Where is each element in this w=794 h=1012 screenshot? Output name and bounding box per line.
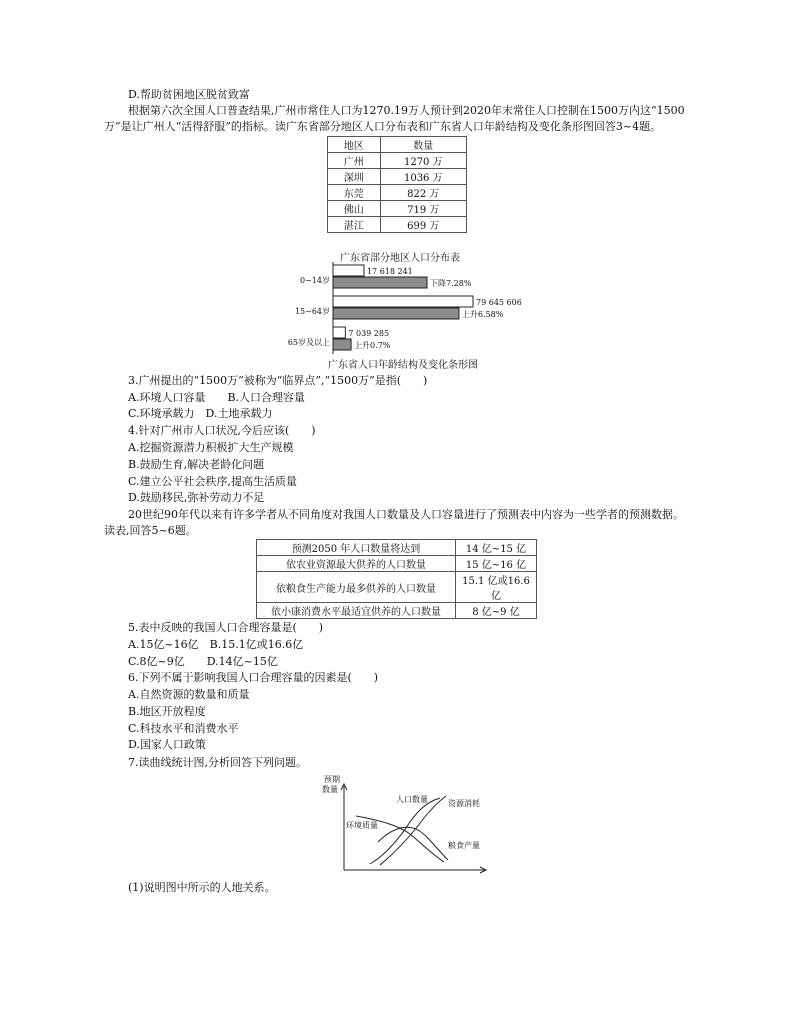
value-label: 79 645 606	[476, 298, 522, 307]
table-cell: 8 亿~9 亿	[456, 603, 537, 619]
change-label: 上升6.58%	[461, 310, 504, 319]
table-cell: 15 亿~16 亿	[456, 556, 537, 572]
change-label: 上升0.7%	[354, 341, 391, 350]
question-4-option-c: C.建立公平社会秩序,提高生活质量	[128, 475, 298, 488]
resource-consumption-curve	[380, 796, 446, 865]
question-6-option-c: C.科技水平和消费水平	[128, 722, 239, 735]
change-label: 下降7.28%	[430, 279, 472, 288]
table-row	[257, 556, 537, 572]
option-d-text: D.帮助贫困地区脱贫致富	[128, 88, 250, 101]
table-row	[328, 217, 467, 233]
table-cell: 1036 万	[380, 169, 466, 185]
curve-label-environment: 环境质量	[346, 821, 378, 830]
table-cell: 东莞	[328, 185, 381, 201]
table-cell: 依粮食生产能力最多供养的人口数量	[257, 572, 456, 603]
population-bar	[333, 265, 364, 276]
category-label: 0~14岁	[300, 276, 330, 285]
question-5: 5.表中反映的我国人口合理容量是( )	[128, 621, 324, 634]
question-6-option-d: D.国家人口政策	[128, 738, 206, 751]
table-cell: 1270 万	[380, 153, 466, 169]
table-header-cell: 数量	[380, 137, 466, 153]
table-cell: 深圳	[328, 169, 381, 185]
question-5-options-cd: C.8亿~9亿 D.14亿~15亿	[128, 655, 278, 668]
question-4-option-b: B.鼓励生育,解决老龄化问题	[128, 458, 265, 471]
question-3-options-cd: C.环境承载力 D.土地承载力	[128, 407, 273, 420]
table-row	[328, 201, 467, 217]
y-axis-label-2: 数量	[322, 785, 338, 794]
question-4-option-d: D.鼓励移民,弥补劳动力不足	[128, 491, 265, 504]
population-table	[327, 136, 467, 233]
question-6: 6.下列不属于影响我国人口合理容量的因素是( )	[128, 671, 379, 684]
category-label: 15~64岁	[294, 307, 330, 316]
question-4-option-a: A.挖掘资源潜力积极扩大生产规模	[128, 441, 294, 454]
curve-label-food: 粮食产量	[448, 841, 480, 850]
value-label: 17 618 241	[366, 267, 413, 276]
passage-line: 根据第六次全国人口普查结果,广州市常住人口为1270.19万人预计到2020年末常住人口控制在1500万内这“1500	[128, 104, 685, 117]
change-bar	[333, 308, 459, 319]
question-6-option-b: B.地区开放程度	[128, 705, 206, 718]
forecast-table	[256, 539, 537, 619]
table-row	[328, 169, 467, 185]
population-bar	[333, 327, 345, 338]
question-3: 3.广州提出的“1500万”被称为“临界点”,“1500万”是指( )	[128, 374, 428, 387]
chart-caption: 广东省人口年龄结构及变化条形图	[328, 360, 478, 371]
value-label: 7 039 285	[348, 329, 390, 338]
table-cell: 湛江	[328, 217, 381, 233]
table-row	[257, 540, 537, 556]
table-cell: 依农业资源最大供养的人口数量	[257, 556, 456, 572]
question-4: 4.针对广州市人口状况,今后应该( )	[128, 424, 316, 437]
question-7: 7.读曲线统计图,分析回答下列问题。	[128, 756, 307, 769]
table-row	[257, 603, 537, 619]
table-header-cell: 地区	[328, 137, 381, 153]
table-header-row	[328, 137, 467, 153]
curve-label-resource: 资源消耗	[448, 799, 480, 808]
y-axis-label-1: 预期	[324, 775, 340, 784]
category-label: 65岁及以上	[287, 338, 330, 347]
table-row	[328, 153, 467, 169]
question-3-options-ab: A.环境人口容量 B.人口合理容量	[128, 391, 306, 404]
age-structure-bar-chart	[270, 262, 560, 354]
table-cell: 719 万	[380, 201, 466, 217]
table-row	[328, 185, 467, 201]
table-cell: 14 亿~15 亿	[456, 540, 537, 556]
table-cell: 699 万	[380, 217, 466, 233]
curve-label-population: 人口数量	[396, 795, 428, 804]
table-cell: 822 万	[380, 185, 466, 201]
change-bar	[333, 339, 351, 350]
table-row	[257, 572, 537, 603]
question-5-options-ab: A.15亿~16亿 B.15.1亿或16.6亿	[128, 638, 304, 651]
population-bar	[333, 296, 473, 307]
question-6-option-a: A.自然资源的数量和质量	[128, 688, 250, 701]
passage-line: 读表,回答5~6题。	[104, 524, 197, 537]
table-cell: 佛山	[328, 201, 381, 217]
passage-line: 20世纪90年代以来有许多学者从不同角度对我国人口数量及人口容量进行了预测表中内容为一些学者的预测数据。	[128, 508, 684, 521]
passage-line: 万”是让广州人“活得舒服”的指标。读广东省部分地区人口分布表和广东省人口年龄结构及变化条形图回答3~4题。	[104, 120, 662, 133]
table-cell: 15.1 亿或16.6 亿	[456, 572, 537, 603]
table-caption: 广东省部分地区人口分布表	[340, 253, 460, 264]
table-cell: 广州	[328, 153, 381, 169]
table-cell: 依小康消费水平最适宜供养的人口数量	[257, 603, 456, 619]
question-7-part-1: (1)说明图中所示的人地关系。	[128, 881, 276, 894]
table-cell: 预测2050 年人口数量将达到	[257, 540, 456, 556]
change-bar	[333, 277, 427, 288]
human-land-curve-diagram	[318, 770, 518, 880]
